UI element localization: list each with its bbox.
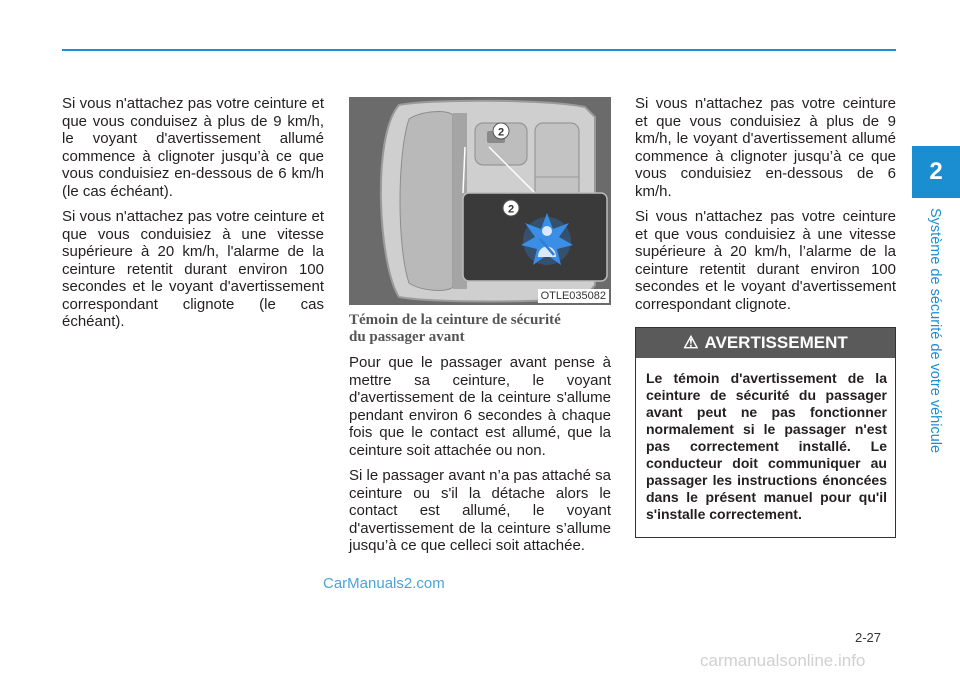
inset-callout-label: 2 — [507, 203, 515, 216]
paragraph: Si le passager avant n’a pas attaché sa ceinture ou s'il la détache alors le contact est allumé, le voyant d'avertissement de la ceinture s’allume jusqu’à ce que celleci soit attachée. — [349, 467, 611, 554]
car-top-view-illustration — [349, 97, 611, 305]
warning-triangle-icon: ⚠ — [683, 333, 699, 353]
column-right — [635, 95, 896, 538]
paragraph: Si vous n'attachez pas votre ceinture et que vous conduisiez à plus de 9 km/h, le voyant d'avertissement allumé commence à clignoter jusqu’à ce que vous conduisiez en-dessous de 6 km/h. — [635, 95, 896, 200]
paragraph: Pour que le passager avant pense à mettre sa ceinture, le voyant d'avertissement de la ceinture s'allume pendant environ 6 secondes à chaque fois que le contact est allumé, que la ceinture soit attachée ou non. — [349, 354, 611, 459]
section-heading-line1: Témoin de la ceinture de sécurité — [349, 312, 561, 328]
section-heading-line2: du passager avant — [349, 329, 465, 345]
figure-code: OTLE035082 — [538, 289, 609, 303]
top-rule — [62, 49, 896, 51]
paragraph: Si vous n'attachez pas votre ceinture et que vous conduisiez à une vitesse supérieure à 20 km/h, l'alarme de la ceinture retentit durant environ 100 secondes et le voyant d'avertissement correspondant clignote (le cas échéant). — [62, 208, 324, 330]
car-interior-figure — [349, 97, 611, 305]
warning-box — [635, 327, 896, 538]
section-heading — [349, 312, 611, 346]
warning-title: AVERTISSEMENT — [704, 333, 848, 353]
page-number: 2-27 — [855, 630, 882, 645]
paragraph: Si vous n'attachez pas votre ceinture et que vous conduisez à plus de 9 km/h, le voyant d'avertissement allumé commence à clignoter jusqu’à ce que vous conduisiez en-dessous de 6 km/h (le cas échéant). — [62, 95, 324, 200]
column-left — [62, 95, 324, 339]
watermark-link[interactable]: CarManuals2.com — [323, 575, 445, 592]
warning-header — [636, 328, 895, 358]
chapter-title: Système de sécurité de votre véhicule — [927, 208, 943, 454]
column-middle — [349, 97, 611, 563]
callout-label: 2 — [497, 126, 505, 139]
warning-text: Le témoin d'avertissement de la ceinture de sécurité du passager avant peut ne pas fonctionner normalement si le passager n'est pas correctement installé. Le conducteur doit communiquer au passager les instructions énoncées dans le présent manuel pour qu'il s'installe correctement. — [646, 370, 887, 522]
chapter-number-tab: 2 — [912, 146, 960, 198]
paragraph: Si vous n'attachez pas votre ceinture et que vous conduisiez à une vitesse supérieure à 20 km/h, l’alarme de la ceinture retentit durant environ 100 secondes et le voyant d'avertissement correspondant clignote. — [635, 208, 896, 313]
footer-watermark: carmanualsonline.info — [700, 651, 866, 670]
